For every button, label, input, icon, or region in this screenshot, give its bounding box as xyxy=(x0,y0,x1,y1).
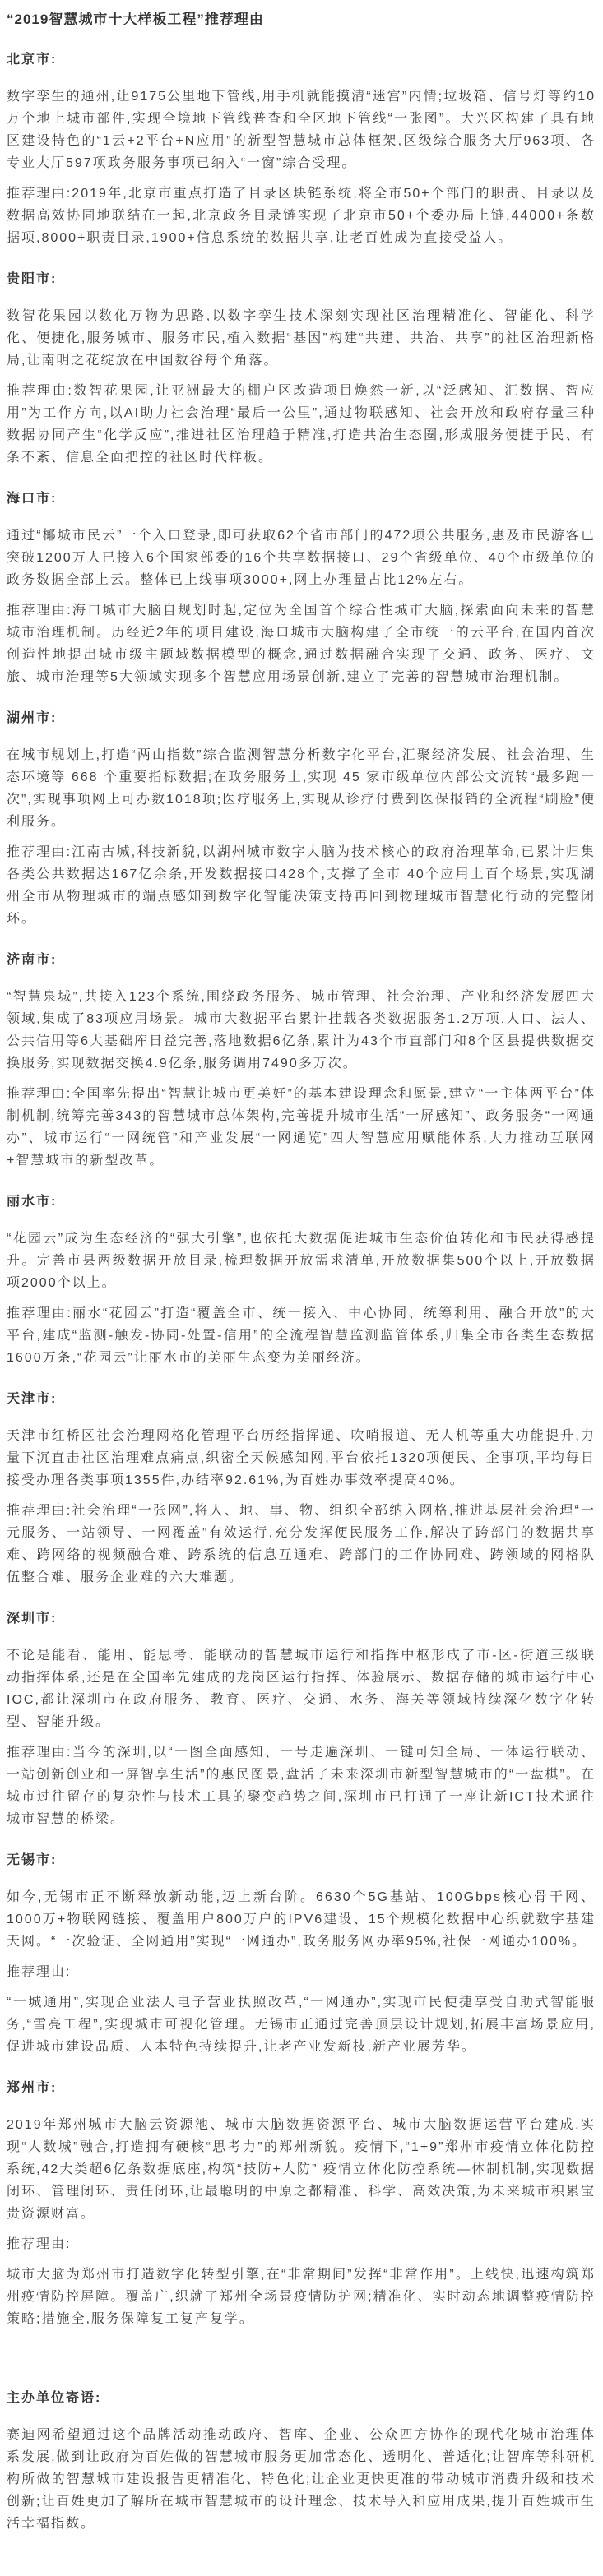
section-paragraph: 推荐理由:社会治理“一张网”,将人、地、事、物、组织全部纳入网格,推进基层社会治理“一元服务、一站领导、一网覆盖”有效运行,充分发挥便民服务工作,解决了跨部门的数据共享难、跨网络的视频融合难、跨系统的信息互通难、跨部门的工作协同难、跨领域的网格队伍整合难、服务企业难的六大难题。 xyxy=(7,1504,596,1584)
article-body xyxy=(7,10,596,2535)
section-heading: 北京市: xyxy=(7,53,58,67)
section-paragraph: 推荐理由:江南古城,科技新貌,以湖州城市数字大脑为技术核心的政府治理革命,已累计归集各类公共数据达167亿余条,开发数据接口428个,支撑了全市 40个应用上百个场景,实现湖州全市从物理城市的端点感知到数字化智能决策支持再回到物理城市智慧化行动的完整闭环。 xyxy=(7,845,596,926)
section-paragraph: 2019年郑州城市大脑云资源池、城市大脑数据资源平台、城市大脑数据运营平台建成,实现“人数城”融合,打造拥有硬核“思考力”的郑州新貌。疫情下,“1+9”郑州市疫情立体化防控系统,42大类超6亿条数据底座,构筑“技防+人防” 疫情立体化防控系统—体制机制,实现数据闭环、管理闭环、责任闭环,让最聪明的中原之都精准、科学、高效决策,为未来城市积累宝贵资源财富。 xyxy=(7,2118,596,2221)
section-paragraph: 推荐理由:全国率先提出“智慧让城市更美好”的基本建设理念和愿景,建立“一主体两平台”体制机制,统筹完善343的智慧城市总体架构,完善提升城市生活“一屏感知”、政务服务“一网通办”、城市运行“一网统管”和产业发展“一网通览”四大智慧应用赋能体系,大力推动互联网+智慧城市的新型改革。 xyxy=(7,1087,596,1168)
page-title: “2019智慧城市十大样板工程”推荐理由 xyxy=(7,12,264,27)
section-paragraph: “智慧泉城”,共接入123个系统,围绕政务服务、城市管理、社会治理、产业和经济发展四大领域,集成了83项应用场景。城市大数据平台累计挂载各类数据服务1.2万项,人口、法人、公共信用等6大基础库日益完善,落地数据6亿条,累计为43个市直部门和8个区县提供数据交换服务,实现数据交换4.9亿条,服务调用7490多万次。 xyxy=(7,990,596,1071)
city-section xyxy=(7,1193,596,1369)
section-paragraph: 天津市红桥区社会治理网格化管理平台历经指挥通、吹哨报道、无人机等重大功能提升,力量下沉直击社区治理难点痛点,织密全天候感知网,平台依托1320项便民、企事项,平均每日接受办理各类事项1355件,办结率92.61%,为百姓办事效率提高40%。 xyxy=(7,1429,596,1487)
section-heading: 湖州市: xyxy=(7,711,58,725)
section-paragraph: 如今,无锡市正不断释放新动能,迈上新台阶。6630个5G基站、100Gbps核心骨干网、1000万+物联网链接、覆盖用户800万户的IPV6建设、15个规模化数据中心织就数字基建天网。“一次验证、全网通用”实现“一网通办”,政务服务网办率95%,社保一网通办100%。 xyxy=(7,1890,596,1949)
section-paragraph: “一城通用”,实现企业法人电子营业执照改革,“一网通办”,实现市民便捷享受自助式智能服务,“雪亮工程”,实现城市可视化管理。无锡市正通过完善顶层设计规划,拓展丰富场景应用,促进城市建设品质、人本特色持续提升,让老产业发新枝,新产业展芳华。 xyxy=(7,1996,596,2054)
section-paragraph: 推荐理由:丽水“花园云”打造“覆盖全市、统一接入、中心协同、统筹利用、融合开放”的大平台,建成“监测-触发-协同-处置-信用”的全流程智慧监测监管体系,归集全市各类生态数据1600万条,“花园云”让丽水市的美丽生态变为美丽经济。 xyxy=(7,1306,596,1365)
section-heading: 贵阳市: xyxy=(7,272,58,286)
sections xyxy=(7,51,596,2535)
section-paragraph: 数字孪生的通州,让9175公里地下管线,用手机就能摸清“迷宫”内情;垃圾箱、信号灯等约10万个地上城市部件,实现全境地下管线普查和全区地下管线“一张图”。大兴区构建了具有地区建设特色的“1云+2平台+N应用”的新型智慧城市总体框架,区级综合服务大厅963项、各专业大厅597项政务服务事项已纳入“一窗”综合受理。 xyxy=(7,90,596,170)
section-paragraph: 数智花果园以数化万物为思路,以数字孪生技术深刻实现社区治理精准化、智能化、科学化、便捷化,服务城市、服务市民,植入数据“基因”构建“共建、共治、共享”的社区治理新格局,让南明之花绽放在中国数谷每个角落。 xyxy=(7,309,596,368)
section-paragraph: 推荐理由:数智花果园,让亚洲最大的棚户区改造项目焕然一新,以“泛感知、汇数据、智应用”为工作方向,以AI助力社会治理“最后一公里”,通过物联感知、社会开放和政府存量三种数据协同产生“化学反应”,推进社区治理趋于精准,打造共治生态圈,形成服务便捷于民、有条不紊、信息全面把控的社区时代样板。 xyxy=(7,384,596,465)
city-section xyxy=(7,2389,596,2535)
section-paragraph: 通过“椰城市民云”一个入口登录,即可获取62个省市部门的472项公共服务,惠及市民游客已突破1200万人已接入6个国家部委的16个共享数据接口、29个省级单位、40个市级单位的政务数据全部上云。整体已上线事项3000+,网上办理量占比12%左右。 xyxy=(7,529,596,587)
section-paragraph: 推荐理由:2019年,北京市重点打造了目录区块链系统,将全市50+个部门的职责、目录以及数据高效协同地联结在一起,北京政务目录链实现了北京市50+个委办局上链,44000+条数据项,8000+职责目录,1900+信息系统的数据共享,让老百姓成为直接受益人。 xyxy=(7,187,596,245)
section-paragraph: 推荐理由: xyxy=(7,1965,72,1979)
section-heading: 深圳市: xyxy=(7,1612,58,1626)
city-section xyxy=(7,490,596,688)
section-heading: 海口市: xyxy=(7,492,58,506)
section-paragraph: 城市大脑为郑州市打造数字化转型引擎,在“非常期间”发挥“非常作用”。上线快,迅速构筑郑州疫情防控屏障。覆盖广,织就了郑州全场景疫情防护网;精准化、实时动态地调整疫情防控策略;措施全,服务保障复工复产复学。 xyxy=(7,2268,596,2326)
city-section xyxy=(7,951,596,1172)
city-section xyxy=(7,271,596,469)
section-paragraph: 推荐理由:海口城市大脑自规划时起,定位为全国首个综合性城市大脑,探索面向未来的智慧城市治理机制。历经近2年的项目建设,海口城市大脑构建了全市统一的云平台,在国内首次创造性地提出城市级主题域数据模型的概念,通过数据融合实现了交通、政务、医疗、文旅、城市治理等5大领域实现多个智慧应用场景创新,建立了完善的智慧城市治理机制。 xyxy=(7,604,596,684)
section-heading: 济南市: xyxy=(7,953,58,967)
section-paragraph: 推荐理由: xyxy=(7,2237,72,2251)
section-paragraph: 在城市规划上,打造“两山指数”综合监测智慧分析数字化平台,汇聚经济发展、社会治理、生态环境等 668 个重要指标数据;在政务服务上,实现 45 家市级单位内部公文流转“最多跑一次”,实现事项网上可办数1018项;医疗服务上,实现从诊疗付费到医保报销的全流程“刷脸”便利服务。 xyxy=(7,748,596,829)
section-heading: 主办单位寄语: xyxy=(7,2391,102,2405)
section-paragraph: “花园云”成为生态经济的“强大引擎”,也依托大数据促进城市生态价值转化和市民获得感提升。完善市县两级数据开放目录,梳理数据开放需求清单,开放数据集500个以上,开放数据项2000个以上。 xyxy=(7,1232,596,1290)
city-section xyxy=(7,1610,596,1830)
section-heading: 郑州市: xyxy=(7,2081,58,2095)
city-section xyxy=(7,1852,596,2058)
city-section xyxy=(7,51,596,249)
section-paragraph: 赛迪网希望通过这个品牌活动推动政府、智库、企业、公众四方协作的现代化城市治理体系发展,做到让政府为百姓做的智慧城市服务更加常态化、透明化、普适化;让智库等科研机构所做的智慧城市建设报告更精准化、特色化;让企业更快更准的带动城市消费升级和技术创新;让百姓更加了解所在城市智慧城市的设计理念、技术导入和应用成果,提升百姓城市生活幸福指数。 xyxy=(7,2428,596,2531)
section-heading: 丽水市: xyxy=(7,1195,58,1209)
city-section xyxy=(7,1390,596,1589)
section-heading: 天津市: xyxy=(7,1392,58,1406)
city-section xyxy=(7,710,596,930)
section-heading: 无锡市: xyxy=(7,1853,58,1867)
section-paragraph: 推荐理由:当今的深圳,以“一图全面感知、一号走遍深圳、一键可知全局、一体运行联动、一站创新创业和一屏智享生活”的惠民图景,盘活了未来深圳市新型智慧城市的“一盘棋”。在城市过往留存的复杂性与技术工具的聚变趋势之间,深圳市已打通了一座让新ICT技术通往城市智慧的桥梁。 xyxy=(7,1746,596,1826)
section-paragraph: 不论是能看、能用、能思考、能联动的智慧城市运行和指挥中枢形成了市-区-街道三级联动指挥体系,还是在全国率先建成的龙岗区运行指挥、体验展示、数据存储的城市运行中心IOC,都让深圳市在政府服务、教育、医疗、交通、水务、海关等领域持续深化数字化转型、智能升级。 xyxy=(7,1649,596,1729)
city-section xyxy=(7,2079,596,2330)
